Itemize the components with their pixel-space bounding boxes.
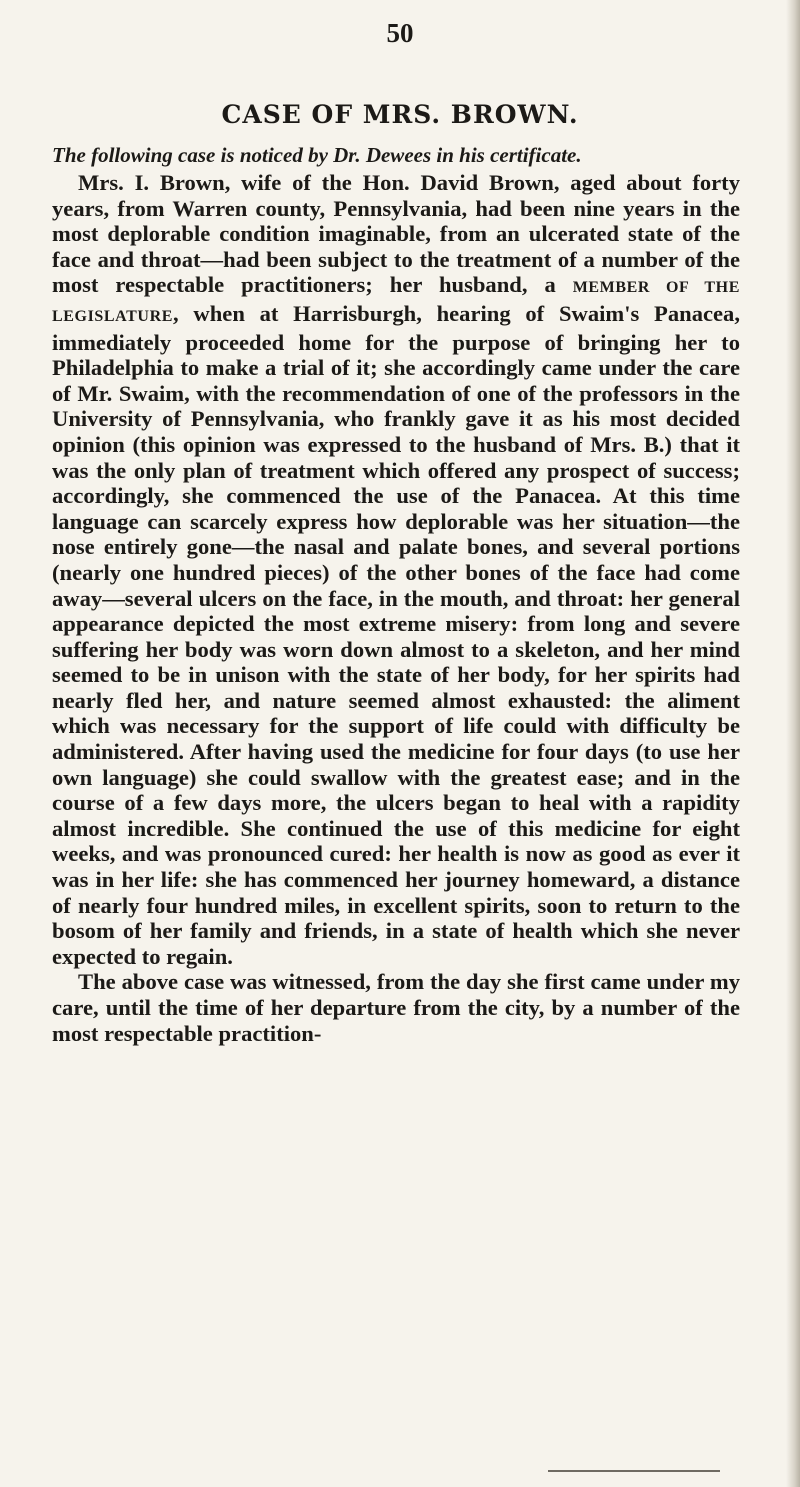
paragraph-1	[52, 170, 740, 969]
page-edge-shadow	[786, 0, 800, 1487]
paragraph-2: The above case was witnessed, from the day she first came under my care, until the time of her departure from the city, by a number of the most respectable practition-	[52, 969, 740, 1046]
small-caps-phrase: MEMBER OF THE LEGISLATURE	[52, 279, 740, 325]
paragraph-1-part-2: , when at Harrisburgh, hearing of Swaim's Panacea, immediately proceeded home for the purpose of bringing her to Philadelphia to make a trial of it; she accordingly came under the care of Mr. Swaim, with the recommendation of one of the professors in the University of Pennsylvania, who frankly gave it as his most decided opinion (this opinion was expressed to the husband of Mrs. B.) that it was the only plan of treatment which offered any prospect of success; accordingly, she commenced the use of the Panacea. At this time language can scarcely express how deplorable was her situation—the nose entirely gone—the nasal and palate bones, and several portions (nearly one hundred pieces) of the other bones of the face had come away—several ulcers on the face, in the mouth, and throat: her general appearance depicted the most extreme misery: from long and severe suffering her body was worn down almost to a skeleton, and her mind seemed to be in unison with the state of her body, for her spirits had nearly fled her, and nature seemed almost exhausted: the aliment which was necessary for the support of life could with difficulty be administered. After having used the medicine for four days (to use her own language) she could swallow with the greatest ease; and in the course of a few days more, the ulcers began to heal with a rapidity almost incredible. She continued the use of this medicine for eight weeks, and was pronounced cured: her health is now as good as ever it was in her life: she has commenced her journey homeward, a distance of nearly four hundred miles, in excellent spirits, soon to return to the bosom of her family and friends, in a state of health which she never expected to regain.	[52, 300, 740, 969]
case-title: CASE OF MRS. BROWN.	[221, 100, 579, 129]
paragraph-1-part-1: , wife of the Hon. David Brown, aged about forty years, from Warren county, Pennsylvania, had been nine years in the most deplorable condition imaginable, from an ulcerated state of the face and throat—had been subject to the treatment of a number of the most respectable practitioners; her husband, a	[52, 170, 740, 298]
case-subtitle: The following case is noticed by Dr. Dewees in his certificate.	[52, 143, 582, 167]
body-text	[52, 170, 740, 1046]
bottom-rule	[548, 1470, 720, 1472]
page-number: 50	[386, 18, 414, 48]
lead-name: Mrs. I. Brown	[78, 170, 225, 195]
